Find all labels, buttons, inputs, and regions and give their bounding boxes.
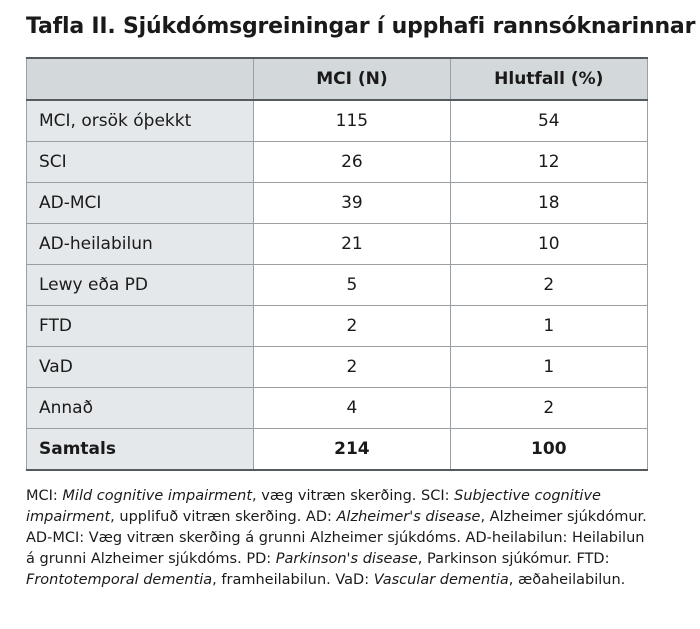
table-row xyxy=(27,183,648,224)
table-row xyxy=(27,142,648,183)
table-row xyxy=(27,100,648,142)
row-percent: 1 xyxy=(450,347,647,388)
table-header-row xyxy=(27,58,648,100)
total-mci-n: 214 xyxy=(254,429,450,471)
row-percent: 2 xyxy=(450,388,647,429)
header-label-cell xyxy=(27,58,254,100)
row-percent: 18 xyxy=(450,183,647,224)
row-label: AD-MCI xyxy=(27,183,254,224)
header-mci-n: MCI (N) xyxy=(254,58,450,100)
table-title: Tafla II. Sjúkdómsgreiningar í upphafi rannsóknarinnar xyxy=(26,14,696,39)
footnote-term: Vascular dementia xyxy=(373,572,509,588)
diagnosis-table xyxy=(26,57,648,471)
row-mci-n: 39 xyxy=(254,183,450,224)
row-percent: 1 xyxy=(450,306,647,347)
row-label: FTD xyxy=(27,306,254,347)
row-mci-n: 2 xyxy=(254,306,450,347)
footnote-term: Mild cognitive impairment xyxy=(62,488,253,504)
header-percent: Hlutfall (%) xyxy=(450,58,647,100)
footnote-term: Frontotemporal dementia xyxy=(26,572,213,588)
row-percent: 10 xyxy=(450,224,647,265)
row-percent: 12 xyxy=(450,142,647,183)
row-mci-n: 115 xyxy=(254,100,450,142)
table-row xyxy=(27,388,648,429)
row-label: Annað xyxy=(27,388,254,429)
row-label: VaD xyxy=(27,347,254,388)
row-label: AD-heilabilun xyxy=(27,224,254,265)
row-mci-n: 5 xyxy=(254,265,450,306)
row-mci-n: 26 xyxy=(254,142,450,183)
row-mci-n: 4 xyxy=(254,388,450,429)
footnote-text: , Parkinson sjúkómur. FTD: xyxy=(417,551,610,567)
table-body xyxy=(27,100,648,470)
footnote-term: Parkinson's disease xyxy=(275,551,418,567)
footnote-text: , Alzheimer sjúkdómur. AD-MCI: Væg vitræn skerðing á grunni Alzheimer sjúkdóms. AD-heilabilun: Heilabilun á grunni Alzheimer sjúkdóms. PD: xyxy=(26,509,647,567)
row-label: Lewy eða PD xyxy=(27,265,254,306)
footnote-text: , upplifuð vitræn skerðing. AD: xyxy=(110,509,337,525)
row-percent: 54 xyxy=(450,100,647,142)
row-label: SCI xyxy=(27,142,254,183)
total-label: Samtals xyxy=(27,429,254,471)
table-row xyxy=(27,265,648,306)
row-percent: 2 xyxy=(450,265,647,306)
row-mci-n: 2 xyxy=(254,347,450,388)
footnote-text: , væg vitræn skerðing. SCI: xyxy=(252,488,455,504)
footnote-text: MCI: xyxy=(26,488,63,504)
total-row xyxy=(27,429,648,471)
table-row xyxy=(27,306,648,347)
table-footnote xyxy=(26,486,656,591)
footnote-text: , æðaheilabilun. xyxy=(508,572,626,588)
row-label: MCI, orsök óþekkt xyxy=(27,100,254,142)
footnote-term: Subjective cognitive impairment xyxy=(26,488,601,525)
footnote-term: Alzheimer's disease xyxy=(336,509,481,525)
row-mci-n: 21 xyxy=(254,224,450,265)
table-row xyxy=(27,224,648,265)
table-row xyxy=(27,347,648,388)
footnote-text: , framheilabilun. VaD: xyxy=(212,572,374,588)
total-percent: 100 xyxy=(450,429,647,471)
